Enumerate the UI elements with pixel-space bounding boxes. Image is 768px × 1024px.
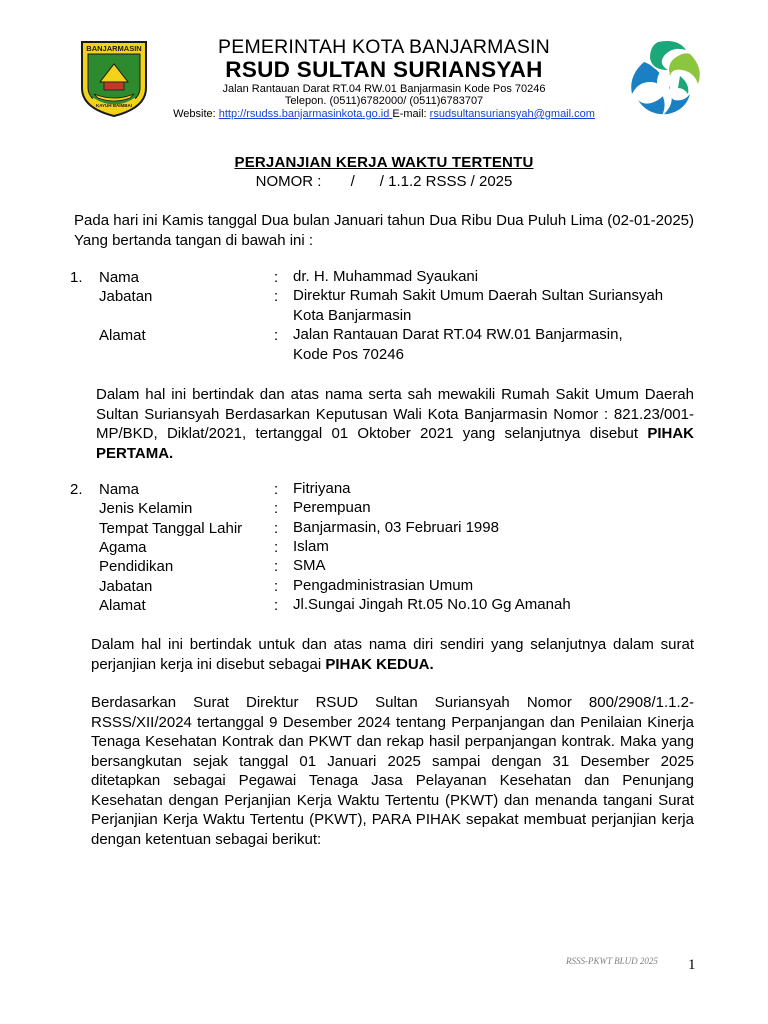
party-one-designation: PIHAK PERTAMA. xyxy=(96,425,694,462)
field-label: Jabatan xyxy=(99,288,153,305)
field-value: Perempuan xyxy=(293,499,371,516)
city-emblem-logo xyxy=(78,38,150,118)
page-number: 1 xyxy=(688,957,696,973)
field-value: dr. H. Muhammad Syaukani xyxy=(293,268,479,285)
basis-paragraph: Berdasarkan Surat Direktur RSUD Sultan Suriansyah Nomor 800/2908/1.1.2-RSSS/XII/2024 tertanggal 9 Desember 2024 tentang Perpanjangan dan Penilaian Kinerja Tenaga Kesehatan Kontrak dan PKWT dan rekap hasil perpanjangan kontrak. Maka yang bersangkutan sejak tanggal 01 Januari 2025 sampai dengan 31 Desember 2025 ditetapkan sebagai Pegawai Tenaga Jasa Pelayanan Kesehatan dan Penunjang Kesehatan dengan Perjanjian Kerja Waktu Tertentu (PKWT) dan menanda tangani Surat Perjanjian Kerja Waktu Tertentu (PKWT), PARA PIHAK sepakat membuat perjanjian kerja dengan ketentuan sebagai berikut: xyxy=(91,694,694,848)
hospital-address: Jalan Rantauan Darat RT.04 RW.01 Banjarmasin Kode Pos 70246 xyxy=(222,83,546,95)
hospital-name: RSUD SULTAN SURIANSYAH xyxy=(225,57,543,82)
field-colon: : xyxy=(274,597,279,614)
field-value: Direktur Rumah Sakit Umum Daerah Sultan Suriansyah xyxy=(293,287,664,304)
field-value: Banjarmasin, 03 Februari 1998 xyxy=(293,519,499,536)
field-label: Jabatan xyxy=(99,578,153,595)
field-colon: : xyxy=(274,500,279,517)
party-one-description xyxy=(96,385,694,463)
field-colon: : xyxy=(274,481,279,498)
emblem-motto-text: KAYUH BAIMBAI xyxy=(95,103,133,108)
field-colon: : xyxy=(274,288,279,305)
footer-document-code: RSSS-PKWT BLUD 2025 xyxy=(566,956,658,966)
field-label: Alamat xyxy=(99,597,146,614)
field-label: Nama xyxy=(99,269,140,286)
party-two-description xyxy=(91,635,694,674)
email-label: E-mail: xyxy=(392,108,430,120)
field-label: Jenis Kelamin xyxy=(99,500,193,517)
field-colon: : xyxy=(274,520,279,537)
emblem-top-text: BANJARMASIN xyxy=(86,44,142,53)
field-value: Islam xyxy=(293,538,329,555)
field-colon: : xyxy=(274,578,279,595)
document-number: NOMOR : / / 1.1.2 RSSS / 2025 xyxy=(255,173,513,190)
field-label: Tempat Tanggal Lahir xyxy=(99,520,243,537)
field-value: Pengadministrasian Umum xyxy=(293,577,474,594)
email-link[interactable]: rsudsultansuriansyah@gmail.com xyxy=(429,108,595,120)
field-value-continued: Kota Banjarmasin xyxy=(293,307,412,324)
field-value: SMA xyxy=(293,557,326,574)
party-two-number: 2. xyxy=(70,481,83,498)
party-two-description-text: Dalam hal ini bertindak untuk dan atas nama diri sendiri yang selanjutnya dalam surat perjanjian kerja ini disebut sebagai xyxy=(91,636,694,673)
field-label: Alamat xyxy=(99,327,146,344)
party-two-designation: PIHAK KEDUA. xyxy=(325,655,434,673)
field-value: Fitriyana xyxy=(293,480,351,497)
hospital-phone: Telepon. (0511)6782000/ (0511)6783707 xyxy=(284,95,484,107)
field-value: Jalan Rantauan Darat RT.04 RW.01 Banjarmasin, xyxy=(293,326,623,343)
hospital-logo xyxy=(624,36,706,122)
field-value: Jl.Sungai Jingah Rt.05 No.10 Gg Amanah xyxy=(293,596,571,613)
website-label: Website: xyxy=(173,108,219,120)
website-link[interactable]: http://rsudss.banjarmasinkota.go.id xyxy=(218,108,393,120)
field-colon: : xyxy=(274,558,279,575)
hospital-contact-line xyxy=(150,108,618,120)
field-colon: : xyxy=(274,539,279,556)
field-value-continued: Kode Pos 70246 xyxy=(293,346,404,363)
field-label: Nama xyxy=(99,481,140,498)
party-one-description-text: Dalam hal ini bertindak dan atas nama serta sah mewakili Rumah Sakit Umum Daerah Sultan Suriansyah Berdasarkan Keputusan Wali Kota Banjarmasin Nomor : 821.23/001-MP/BKD, Diklat/2021, tertanggal 01 Oktober 2021 yang selanjutnya disebut xyxy=(96,386,694,442)
party-one-number: 1. xyxy=(70,269,83,286)
field-colon: : xyxy=(274,327,279,344)
document-title: PERJANJIAN KERJA WAKTU TERTENTU xyxy=(234,154,534,171)
opening-paragraph: Pada hari ini Kamis tanggal Dua bulan Januari tahun Dua Ribu Dua Puluh Lima (02-01-2025) Yang bertanda tangan di bawah ini : xyxy=(74,212,694,249)
government-name: PEMERINTAH KOTA BANJARMASIN xyxy=(218,36,550,58)
field-colon: : xyxy=(274,269,279,286)
field-label: Pendidikan xyxy=(99,558,174,575)
field-label: Agama xyxy=(99,539,147,556)
